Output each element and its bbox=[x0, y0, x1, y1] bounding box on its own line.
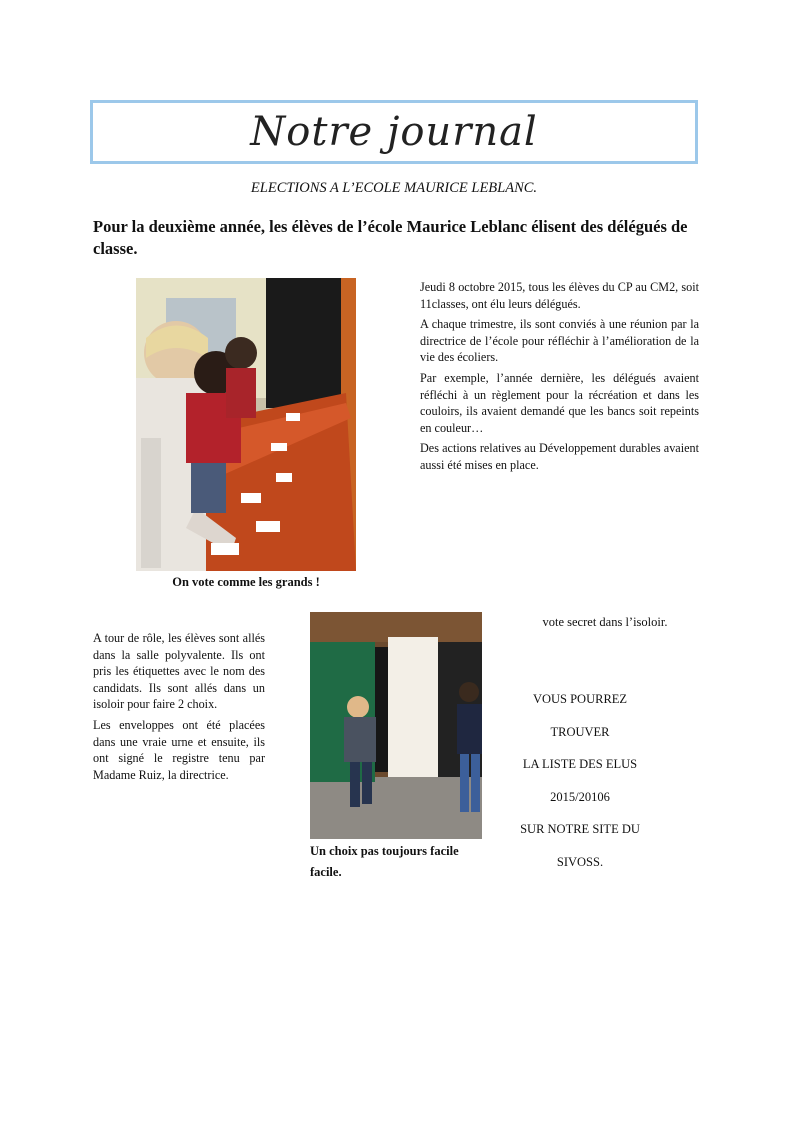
article1-paragraph: Par exemple, l’année dernière, les délégués avaient réfléchi à un règlement pour la récréation et dans les couloirs, ils avaient demandé que les bancs soit repeints en couleur… bbox=[420, 370, 699, 435]
photo-children-voting bbox=[136, 278, 356, 571]
notice-line: LA LISTE DES ELUS bbox=[522, 757, 638, 771]
photo2-caption-line2: facile. bbox=[310, 865, 342, 879]
article1-text bbox=[420, 279, 699, 478]
photo2-caption bbox=[310, 841, 490, 883]
notice-line: SUR NOTRE SITE DU bbox=[520, 822, 640, 836]
article2-text bbox=[93, 630, 265, 787]
notice-line: TROUVER bbox=[550, 724, 610, 739]
article1-paragraph: Des actions relatives au Développement durables avaient aussi été mises en place. bbox=[420, 441, 699, 472]
photo-voting-booth bbox=[310, 612, 482, 839]
article2-paragraph: A tour de rôle, les élèves sont allés dans la salle polyvalente. Ils ont pris les étiquettes avec le nom des candidats. Ils sont allés dans un isoloir pour faire 2 choix. bbox=[93, 631, 265, 712]
elus-notice bbox=[505, 683, 655, 878]
article1-paragraph: Jeudi 8 octobre 2015, tous les élèves du CP au CM2, soit 11classes, ont élu leurs délégués. bbox=[420, 280, 699, 311]
journal-title: Notre journal bbox=[250, 109, 538, 155]
photo2-caption-line1: Un choix pas toujours facile bbox=[310, 844, 459, 858]
photo1-caption: On vote comme les grands ! bbox=[172, 575, 320, 589]
subtitle: ELECTIONS A L’ECOLE MAURICE LEBLANC. bbox=[250, 180, 538, 196]
notice-line: 2015/20106 bbox=[550, 789, 610, 804]
vote-secret-text: vote secret dans l’isoloir. bbox=[542, 615, 668, 629]
article2-paragraph: Les enveloppes ont été placées dans une vraie urne et ensuite, ils ont signé le registre tenu par Madame Ruiz, la directrice. bbox=[93, 717, 265, 782]
article1-paragraph: A chaque trimestre, ils sont conviés à une réunion par la directrice de l’école pour réfléchir à l’amélioration de la vie des écoliers. bbox=[420, 317, 699, 365]
notice-line: SIVOSS. bbox=[556, 854, 604, 869]
notice-line: VOUS POURREZ bbox=[532, 692, 628, 706]
journal-title-box bbox=[90, 100, 698, 164]
headline: Pour la deuxième année, les élèves de l’école Maurice Leblanc élisent des délégués de classe. bbox=[93, 217, 688, 258]
